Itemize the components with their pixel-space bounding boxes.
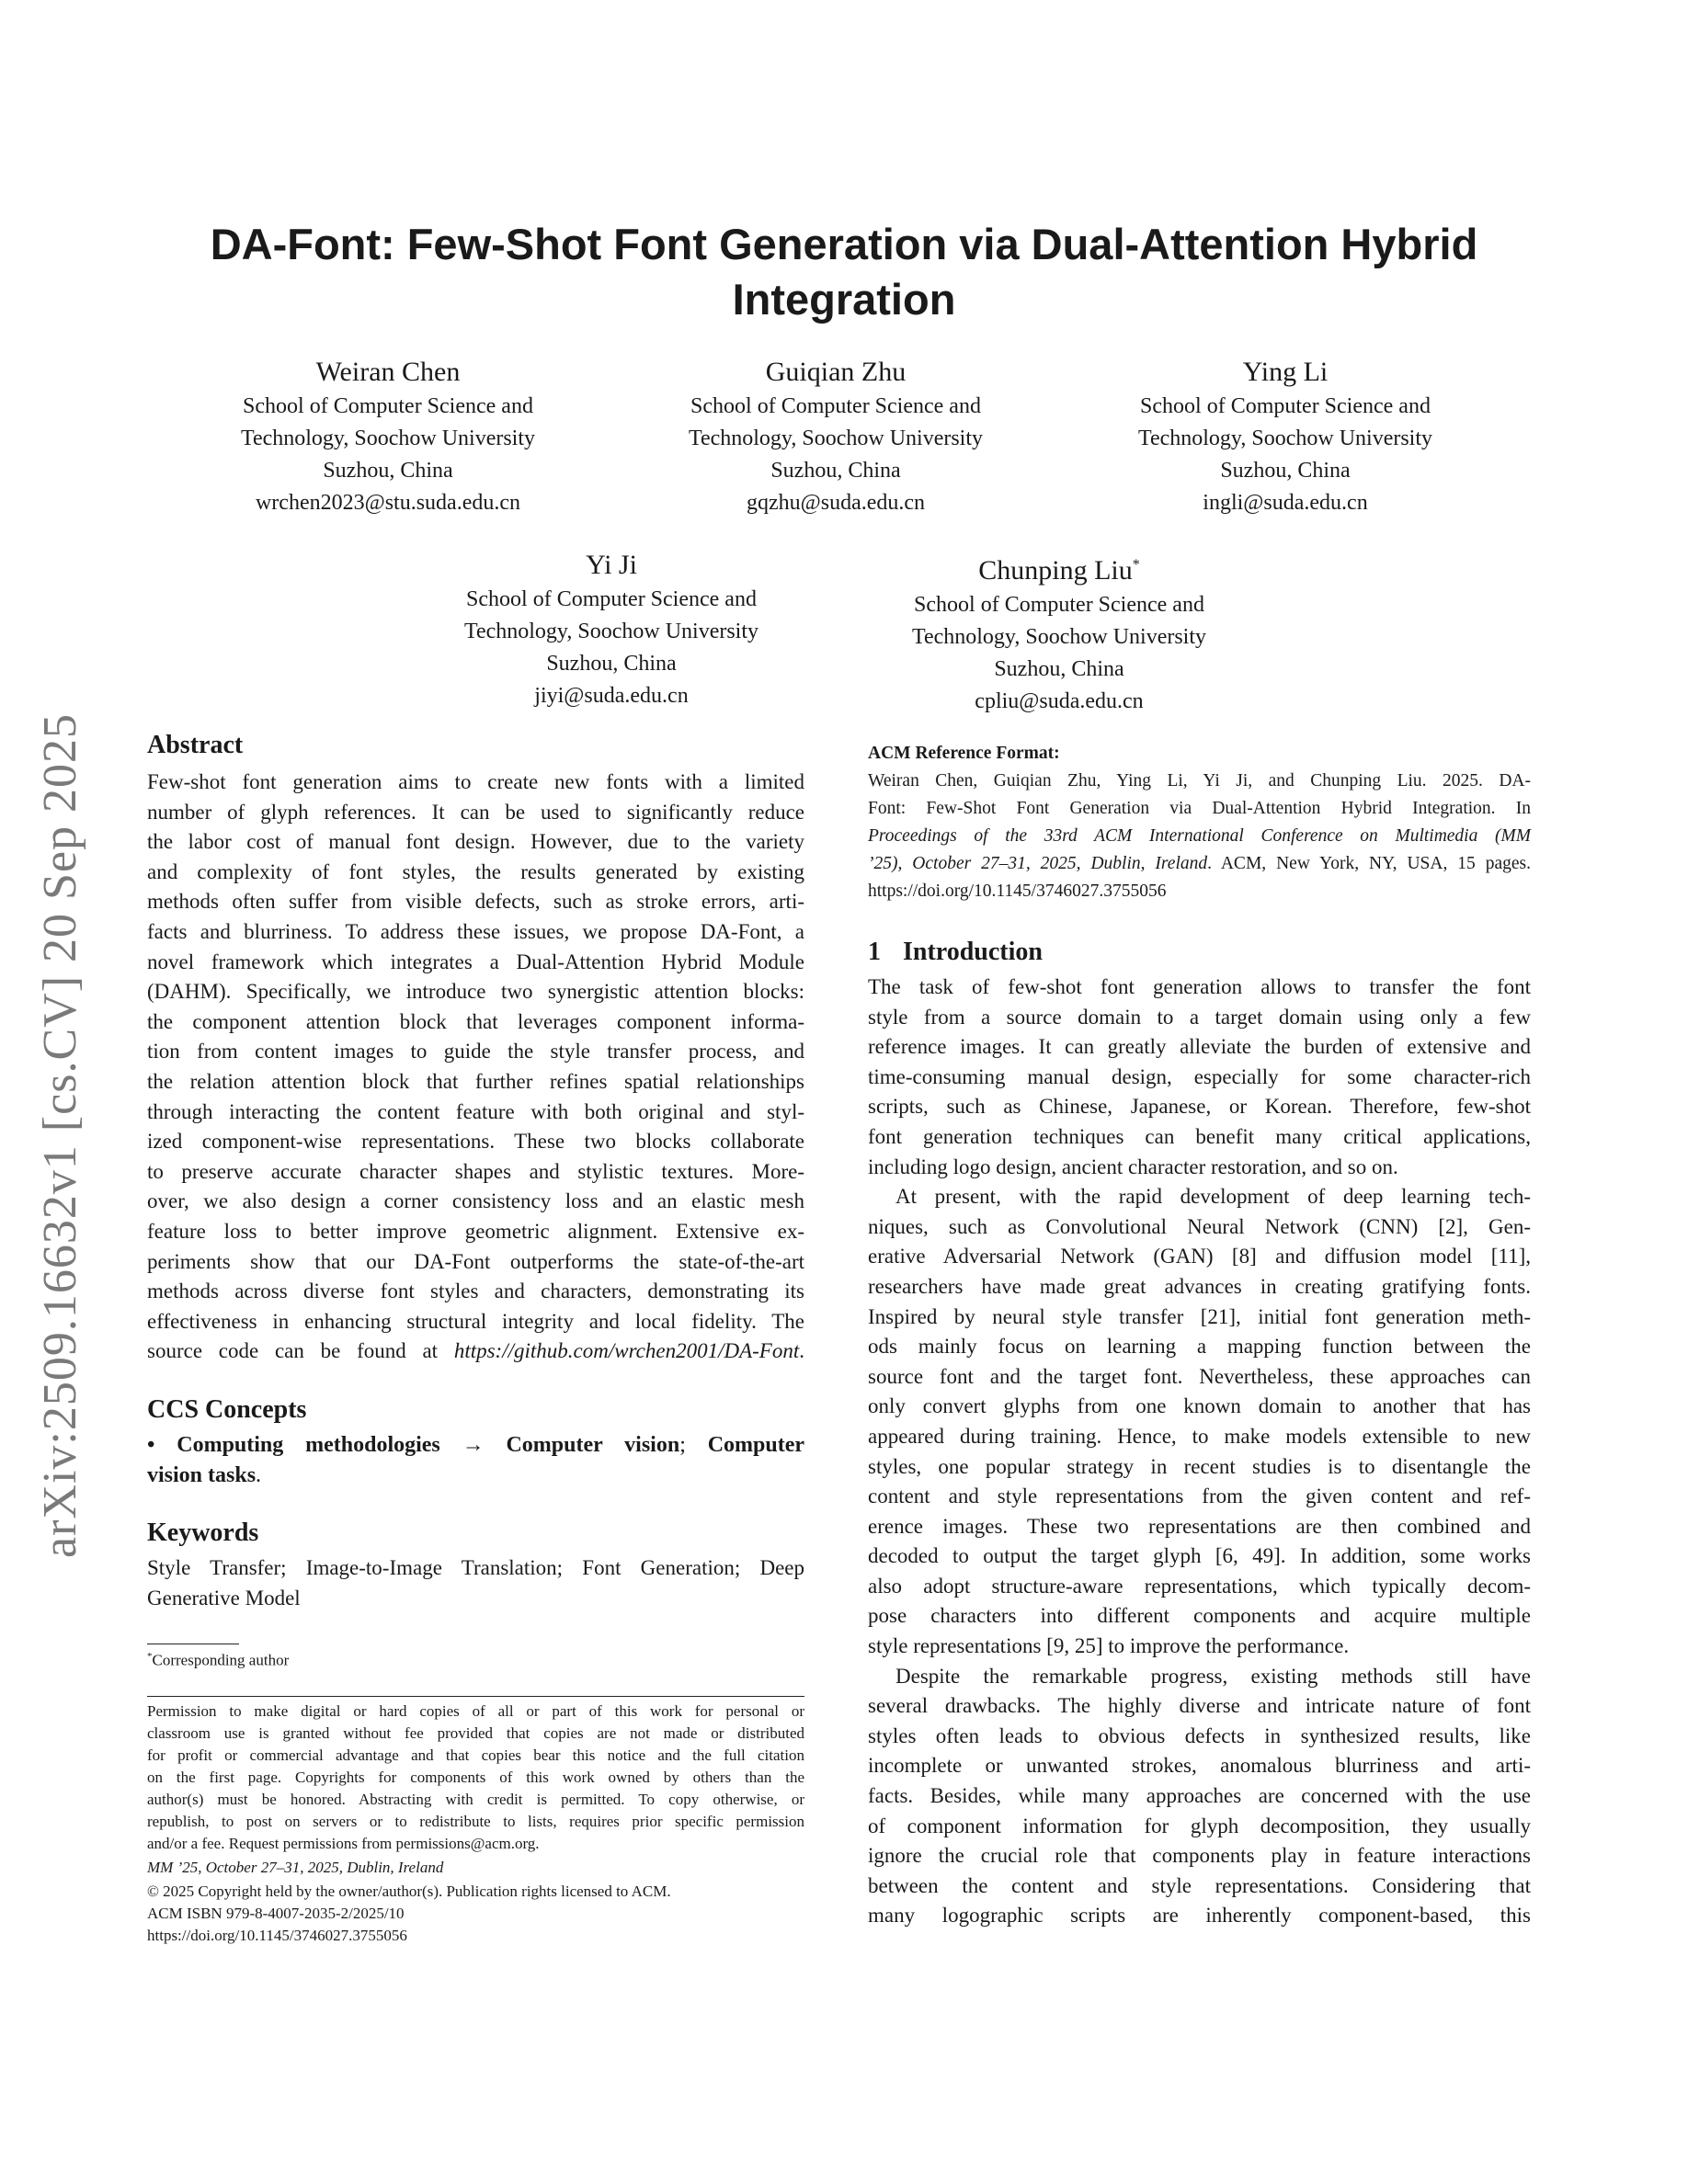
- text-line: content and style representations from the given content and ref-: [868, 1484, 1531, 1508]
- author-location: Suzhou, China: [770, 459, 901, 483]
- author-affiliation: Technology, Soochow University: [1137, 427, 1433, 450]
- text-line: Despite the remarkable progress, existing methods still have: [895, 1664, 1531, 1688]
- paper-title: [92, 217, 1596, 327]
- text-line: through interacting the content feature with both original and styl-: [147, 1099, 804, 1123]
- author-name: Ying Li: [1242, 357, 1329, 387]
- acm-ref-heading: ACM Reference Format:: [868, 744, 1060, 763]
- copyright-line: © 2025 Copyright held by the owner/author(s). Publication rights licensed to ACM.: [147, 1883, 671, 1900]
- text-line: only convert glyphs from one known domain to another that has: [868, 1394, 1531, 1418]
- text-line: of component information for glyph decomposition, they usually: [868, 1814, 1531, 1837]
- text-span: source code can be found at: [147, 1339, 454, 1363]
- author-email[interactable]: wrchen2023@stu.suda.edu.cn: [255, 491, 521, 515]
- author-name: Yi Ji: [586, 550, 637, 580]
- text-line: the component attention block that leverages component informa-: [147, 1009, 804, 1033]
- author-block: [615, 354, 1056, 519]
- keywords-body: [147, 1553, 804, 1613]
- title-line: Integration: [732, 275, 956, 324]
- text-line: reference images. It can greatly alleviate the burden of extensive and: [868, 1035, 1531, 1059]
- text-line: (DAHM). Specifically, we introduce two synergistic attention blocks:: [147, 980, 804, 1004]
- abstract-body: [147, 768, 804, 1367]
- abstract-heading: Abstract: [147, 731, 244, 759]
- text-line: erative Adversarial Network (GAN) [8] and diffusion model [11],: [868, 1245, 1531, 1268]
- footnote-mark: *: [147, 1651, 153, 1662]
- introduction-heading: [868, 938, 1531, 967]
- ccs-heading: CCS Concepts: [147, 1395, 307, 1424]
- author-affiliation: Technology, Soochow University: [240, 427, 536, 450]
- text-line: ized component-wise representations. These two blocks collaborate: [147, 1130, 804, 1154]
- period: .: [256, 1463, 262, 1487]
- author-affiliation: School of Computer Science and: [466, 587, 757, 611]
- acm-ref-doi-link[interactable]: https://doi.org/10.1145/3746027.3755056: [868, 882, 1167, 901]
- doi-link[interactable]: https://doi.org/10.1145/3746027.3755056: [147, 1927, 407, 1944]
- corresponding-author-footnote: [147, 1645, 289, 1672]
- text-line: style representations [9, 25] to improve the performance.: [868, 1634, 1350, 1658]
- author-affiliation: Technology, Soochow University: [911, 625, 1207, 649]
- text-line: [147, 1430, 804, 1461]
- text-line: novel framework which integrates a Dual-Attention Hybrid Module: [147, 950, 804, 973]
- text-line: styles, one popular strategy in recent studies is to disentangle the: [868, 1454, 1531, 1478]
- author-location: Suzhou, China: [994, 657, 1124, 681]
- text-line: [868, 850, 1531, 878]
- text-line: over, we also design a corner consistency loss and an elastic mesh: [147, 1189, 804, 1213]
- author-name: Chunping Liu: [978, 555, 1133, 586]
- text-line: and complexity of font styles, the results generated by existing: [147, 859, 804, 883]
- text-line: the labor cost of manual font design. However, due to the variety: [147, 830, 804, 854]
- text-line: on the first page. Copyrights for components of this work owned by others than the: [147, 1769, 804, 1786]
- text-line: Few-shot font generation aims to create new fonts with a limited: [147, 770, 804, 793]
- bullet: •: [147, 1433, 177, 1457]
- corresponding-mark: *: [1132, 557, 1140, 573]
- text-line: to preserve accurate character shapes and stylistic textures. More-: [147, 1159, 804, 1183]
- text-line: feature loss to better improve geometric alignment. Extensive ex-: [147, 1219, 804, 1243]
- abstract-section: [147, 731, 804, 1367]
- author-affiliation: School of Computer Science and: [243, 394, 533, 418]
- text-span: . ACM, New York, NY, USA, 15 pages.: [1207, 854, 1531, 873]
- text-line: many logographic scripts are inherently component-based, this: [868, 1904, 1531, 1928]
- text-line: The task of few-shot font generation allows to transfer the font: [868, 975, 1531, 998]
- keywords-section: [147, 1519, 804, 1613]
- text-line: author(s) must be honored. Abstracting with credit is permitted. To copy otherwise, or: [147, 1791, 804, 1808]
- text-line: style from a source domain to a target domain using only a few: [868, 1005, 1531, 1029]
- text-line: periments show that our DA-Font outperforms the state-of-the-art: [147, 1249, 804, 1273]
- text-line: facts. Besides, while many approaches are concerned with the use: [868, 1784, 1531, 1808]
- title-line: DA-Font: Few-Shot Font Generation via Dual-Attention Hybrid: [210, 220, 1478, 268]
- author-location: Suzhou, China: [323, 459, 453, 483]
- ccs-term: Computer vision: [506, 1433, 680, 1457]
- author-affiliation: Technology, Soochow University: [463, 620, 759, 643]
- text-line: Weiran Chen, Guiqian Zhu, Ying Li, Yi Ji, and Chunping Liu. 2025. DA-: [868, 771, 1531, 791]
- text-line: At present, with the rapid development of deep learning tech-: [895, 1185, 1531, 1209]
- paragraph: [868, 973, 1531, 1182]
- text-line: the relation attention block that further refines spatial relationships: [147, 1069, 804, 1093]
- ccs-term: Computing methodologies: [177, 1433, 440, 1457]
- author-email[interactable]: cpliu@suda.edu.cn: [975, 689, 1144, 713]
- author-affiliation: School of Computer Science and: [914, 593, 1204, 617]
- text-line: Generative Model: [147, 1586, 301, 1610]
- author-affiliation: School of Computer Science and: [1140, 394, 1431, 418]
- text-line: number of glyph references. It can be used to significantly reduce: [147, 800, 804, 824]
- author-affiliation: Technology, Soochow University: [688, 427, 984, 450]
- text-line: ods mainly focus on learning a mapping function between the: [868, 1335, 1531, 1359]
- ccs-body: [147, 1430, 804, 1491]
- author-location: Suzhou, China: [546, 652, 677, 676]
- permission-rule: [147, 1696, 804, 1697]
- text-line: scripts, such as Chinese, Japanese, or Korean. Therefore, few-shot: [868, 1095, 1531, 1119]
- paragraph: [868, 1662, 1531, 1931]
- section-title: Introduction: [903, 938, 1043, 966]
- text-line: niques, such as Convolutional Neural Network (CNN) [2], Gen-: [868, 1214, 1531, 1238]
- text-line: appeared during training. Hence, to make models extensible to new: [868, 1424, 1531, 1448]
- text-line: also adopt structure-aware representations, which typically decom-: [868, 1574, 1531, 1598]
- author-affiliation: School of Computer Science and: [690, 394, 981, 418]
- footnote-text: Corresponding author: [152, 1651, 290, 1669]
- text-line: Style Transfer; Image-to-Image Translation; Font Generation; Deep: [147, 1556, 804, 1579]
- text-line: Permission to make digital or hard copies of all or part of this work for personal or: [147, 1702, 804, 1720]
- author-name: Weiran Chen: [315, 357, 461, 387]
- separator: ;: [679, 1433, 708, 1457]
- text-line: classroom use is granted without fee provided that copies are not made or distributed: [147, 1724, 804, 1742]
- introduction-body: [868, 973, 1531, 1931]
- text-line: decoded to output the target glyph [6, 49]. In addition, some works: [868, 1544, 1531, 1568]
- text-line: source font and the target font. Nevertheless, these approaches can: [868, 1364, 1531, 1388]
- proceedings-title: ’25), October 27–31, 2025, Dublin, Ireland: [868, 854, 1208, 873]
- text-line: pose characters into different components and acquire multiple: [868, 1604, 1531, 1628]
- keywords-heading: Keywords: [147, 1519, 259, 1547]
- permission-block: [147, 1701, 804, 1947]
- text-line: incomplete or unwanted strokes, anomalous blurriness and arti-: [868, 1754, 1531, 1778]
- author-block: [167, 354, 609, 519]
- acm-reference-format: [868, 740, 1531, 905]
- text-line: time-consuming manual design, especially for some character-rich: [868, 1064, 1531, 1088]
- proceedings-title: Proceedings of the 33rd ACM International Conference on Multimedia (MM: [868, 826, 1531, 846]
- text-line: tion from content images to guide the style transfer process, and: [147, 1040, 804, 1064]
- text-line: republish, to post on servers or to redistribute to lists, requires prior specific permission: [147, 1813, 804, 1830]
- author-block: [391, 547, 832, 712]
- text-line: researchers have made great advances in creating gratifying fonts.: [868, 1274, 1531, 1298]
- author-block: [838, 547, 1280, 718]
- author-email[interactable]: jiyi@suda.edu.cn: [534, 684, 689, 708]
- text-line: between the content and style representations. Considering that: [868, 1873, 1531, 1897]
- text-span: .: [799, 1339, 804, 1363]
- text-line: methods across diverse font styles and characters, demonstrating its: [147, 1280, 804, 1303]
- text-line: including logo design, ancient character restoration, and so on.: [868, 1155, 1398, 1178]
- venue-line: MM ’25, October 27–31, 2025, Dublin, Ireland: [147, 1859, 444, 1876]
- author-block: [1065, 354, 1506, 519]
- text-line: erence images. These two representations are then combined and: [868, 1514, 1531, 1538]
- text-line: [147, 1337, 804, 1367]
- text-line: for profit or commercial advantage and that copies bear this notice and the full citation: [147, 1746, 804, 1764]
- source-code-link[interactable]: https://github.com/wrchen2001/DA-Font: [453, 1339, 800, 1363]
- isbn-line: ACM ISBN 979-8-4007-2035-2/2025/10: [147, 1905, 405, 1922]
- paragraph: [868, 1182, 1531, 1662]
- arrow: →: [439, 1433, 507, 1457]
- author-email[interactable]: ingli@suda.edu.cn: [1203, 491, 1368, 515]
- text-line: [147, 1461, 804, 1491]
- text-line: font generation techniques can benefit many critical applications,: [868, 1124, 1531, 1148]
- ccs-term: vision tasks: [147, 1463, 257, 1487]
- ccs-concepts-section: [147, 1395, 804, 1491]
- text-line: several drawbacks. The highly diverse and intricate nature of font: [868, 1694, 1531, 1718]
- section-number: 1: [868, 938, 881, 966]
- ccs-term: Computer: [707, 1433, 805, 1457]
- author-email[interactable]: gqzhu@suda.edu.cn: [746, 491, 926, 515]
- author-location: Suzhou, China: [1220, 459, 1351, 483]
- introduction-section: [868, 938, 1531, 1931]
- text-line: styles often leads to obvious defects in synthesized results, like: [868, 1723, 1531, 1747]
- text-line: ignore the crucial role that components play in feature interactions: [868, 1844, 1531, 1868]
- arxiv-identifier-stamp: arXiv:2509.16632v1 [cs.CV] 20 Sep 2025: [34, 712, 86, 1558]
- text-line: methods often suffer from visible defects, such as stroke errors, arti-: [147, 890, 804, 914]
- text-line: Font: Few-Shot Font Generation via Dual-Attention Hybrid Integration. In: [868, 799, 1531, 818]
- text-line: facts and blurriness. To address these issues, we propose DA-Font, a: [147, 919, 804, 943]
- author-name: Guiqian Zhu: [765, 357, 907, 387]
- text-line: effectiveness in enhancing structural integrity and local fidelity. The: [147, 1309, 804, 1333]
- text-line: and/or a fee. Request permissions from permissions@acm.org.: [147, 1835, 540, 1852]
- text-line: [868, 823, 1531, 850]
- text-line: Inspired by neural style transfer [21], initial font generation meth-: [868, 1304, 1531, 1328]
